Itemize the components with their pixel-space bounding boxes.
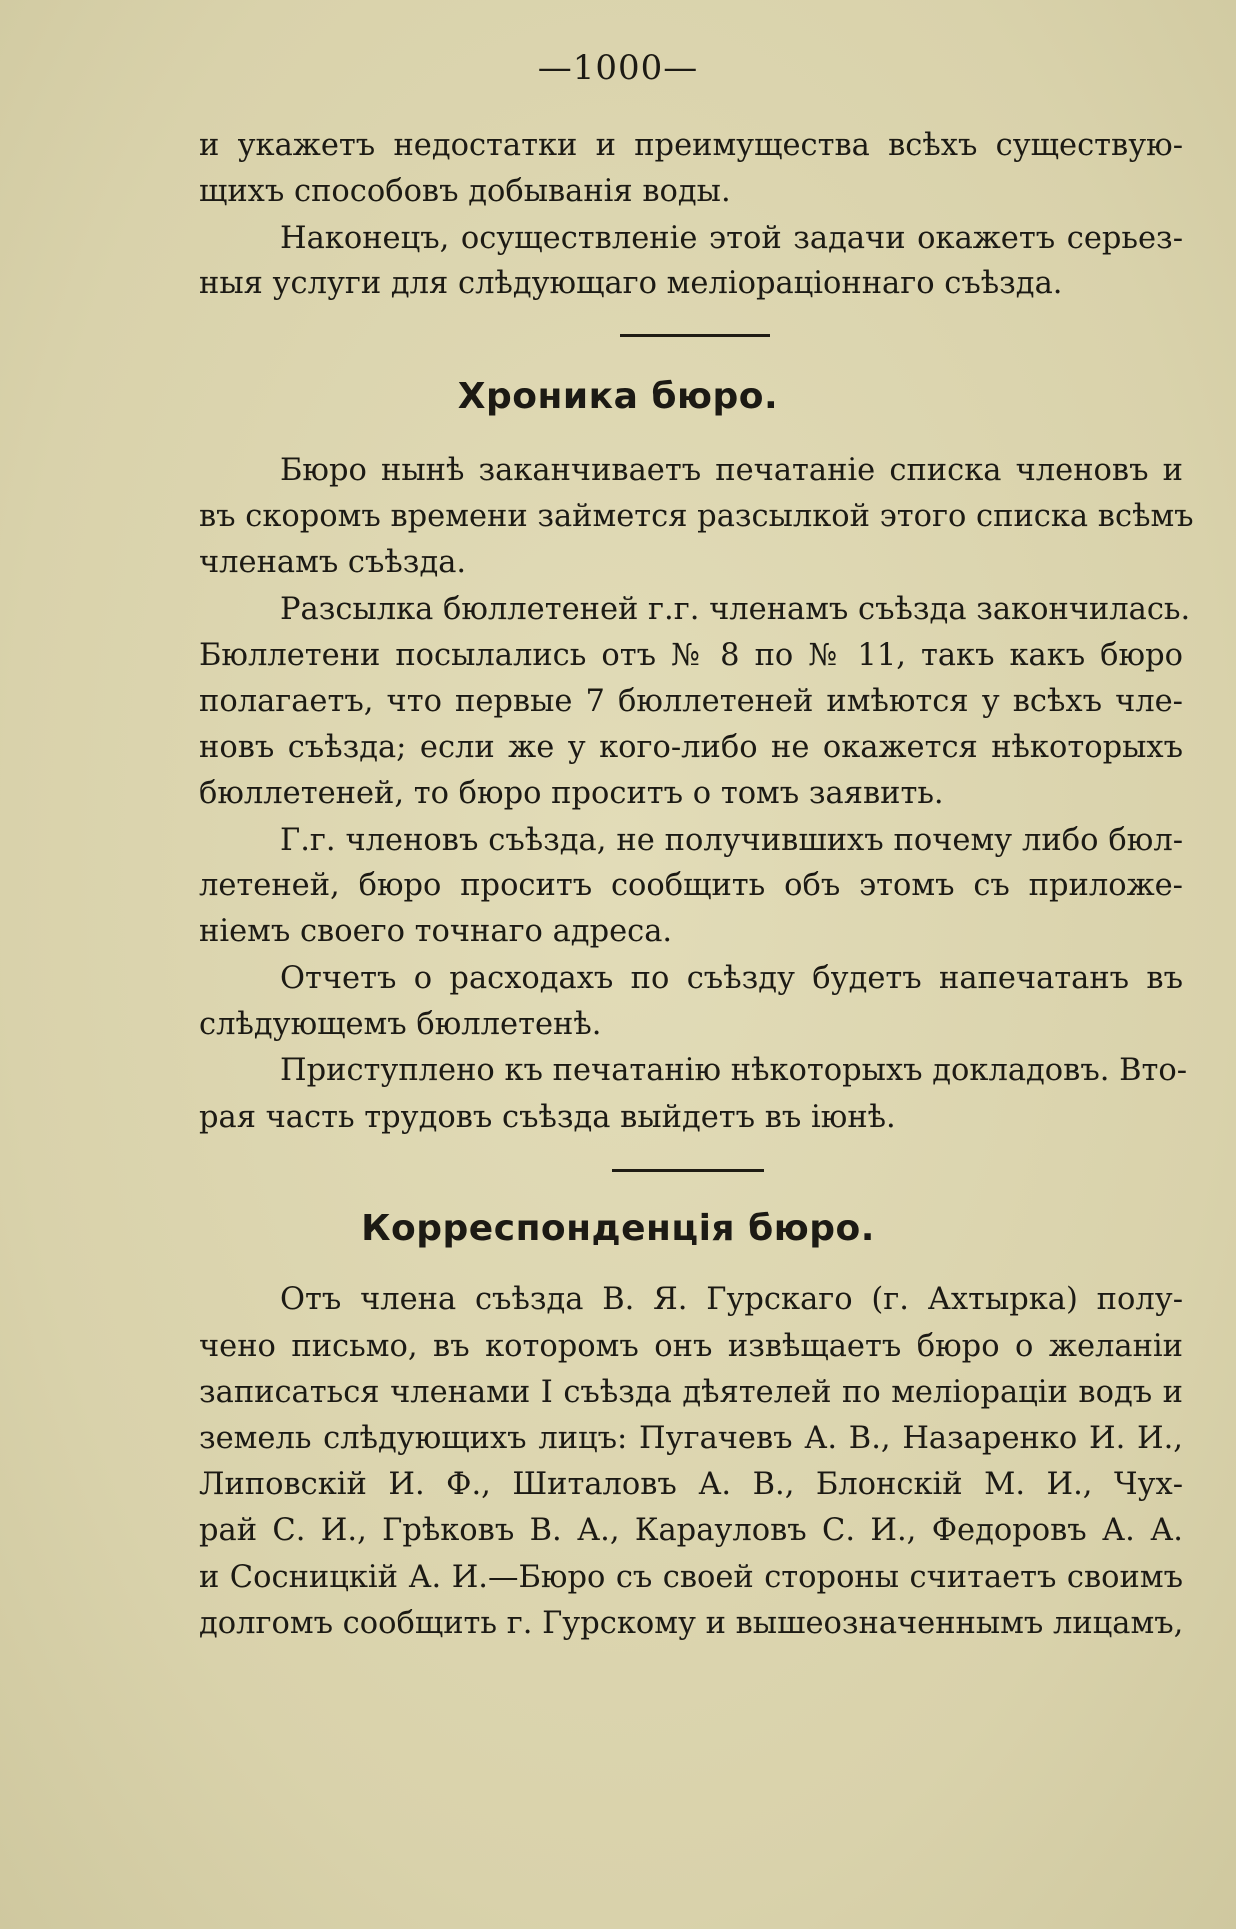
paragraph-line: Бюллетени посылались отъ № 8 по № 11, такъ какъ бюро (199, 638, 1183, 673)
paragraph-line: рай С. И., Грѣковъ В. А., Карауловъ С. И., Федоровъ А. А. (199, 1513, 1183, 1548)
paragraph-line: слѣдующемъ бюллетенѣ. (199, 1007, 602, 1042)
correspondence-heading: Корреспонденція бюро. (361, 1208, 875, 1249)
paragraph-line: Разсылка бюллетеней г.г. членамъ съѣзда закончилась. (280, 592, 1191, 627)
paragraph-line: Отъ члена съѣзда В. Я. Гурскаго (г. Ахтырка) полу- (280, 1282, 1183, 1317)
paragraph-line: полагаетъ, что первые 7 бюллетеней имѣются у всѣхъ чле- (199, 684, 1183, 719)
paragraph-line: Отчетъ о расходахъ по съѣзду будетъ напечатанъ въ (280, 961, 1183, 996)
paragraph-line: Приступлено къ печатанію нѣкоторыхъ докладовъ. Вто- (280, 1053, 1188, 1088)
page-number: —1000— (537, 48, 699, 88)
paragraph-line: Липовскій И. Ф., Шиталовъ А. В., Блонскій М. И., Чух- (199, 1467, 1183, 1502)
intro-line: Наконецъ, осуществленіе этой задачи окажетъ серьез- (280, 221, 1183, 256)
paragraph-line: новъ съѣзда; если же у кого-либо не окажется нѣкоторыхъ (199, 730, 1183, 765)
paragraph-line: членамъ съѣзда. (199, 545, 467, 580)
paragraph-line: Бюро нынѣ заканчиваетъ печатаніе списка членовъ и (280, 453, 1183, 488)
paragraph-line: земель слѣдующихъ лицъ: Пугачевъ А. В., Назаренко И. И., (199, 1421, 1183, 1456)
paragraph-line: летеней, бюро проситъ сообщить объ этомъ съ приложе- (199, 868, 1183, 903)
intro-line: щихъ способовъ добыванія воды. (199, 174, 731, 209)
intro-line: и укажетъ недостатки и преимущества всѣхъ существую- (199, 128, 1183, 163)
paragraph-line: и Сосницкій А. И.—Бюро съ своей стороны считаетъ своимъ (199, 1560, 1183, 1595)
paragraph-line: чено письмо, въ которомъ онъ извѣщаетъ бюро о желаніи (199, 1329, 1183, 1364)
paragraph-line: бюллетеней, то бюро проситъ о томъ заявить. (199, 776, 944, 811)
paragraph-line: записаться членами I съѣзда дѣятелей по меліораціи водъ и (199, 1375, 1183, 1410)
intro-line: ныя услуги для слѣдующаго меліораціоннаго съѣзда. (199, 266, 1063, 301)
paragraph-line: рая часть трудовъ съѣзда выйдетъ въ іюнѣ. (199, 1100, 896, 1135)
paragraph-line: Г.г. членовъ съѣзда, не получившихъ почему либо бюл- (280, 823, 1183, 858)
section-divider (620, 334, 770, 337)
chronicle-heading: Хроника бюро. (457, 376, 779, 417)
paragraph-line: долгомъ сообщить г. Гурскому и вышеозначеннымъ лицамъ, (199, 1606, 1184, 1641)
paragraph-line: ніемъ своего точнаго адреса. (199, 914, 673, 949)
paragraph-line: въ скоромъ времени займется разсылкой этого списка всѣмъ (199, 499, 1194, 534)
section-divider (612, 1169, 764, 1172)
